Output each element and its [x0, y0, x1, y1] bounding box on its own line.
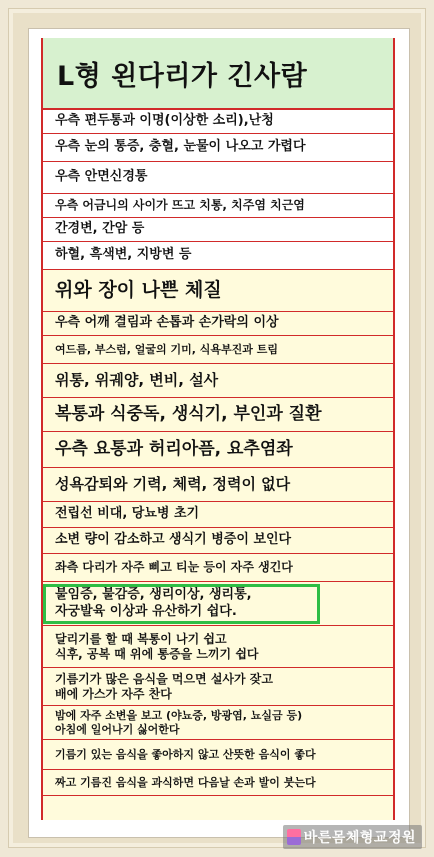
table-row	[43, 554, 393, 582]
row-text: 좌측 다리가 자주 삐고 티눈 등이 자주 생긴다	[55, 560, 293, 574]
row-text: 아침에 일어나기 싫어한다	[55, 722, 180, 736]
table-row	[43, 626, 393, 668]
table-row	[43, 668, 393, 706]
table-row	[43, 528, 393, 554]
watermark	[283, 825, 422, 849]
row-text: 하혈, 흑색변, 지방변 등	[55, 247, 192, 263]
table-row	[43, 364, 393, 398]
table-row	[43, 134, 393, 162]
table-row	[43, 740, 393, 770]
row-text: 우측 어금니의 사이가 뜨고 치통, 치주염 치근염	[55, 198, 305, 212]
row-text: 자궁발육 이상과 유산하기 쉽다.	[55, 603, 237, 619]
row-text: 불임증, 불감증, 생리이상, 생리통,	[55, 587, 252, 603]
row-text: 복통과 식중독, 생식기, 부인과 질환	[55, 403, 322, 424]
table-row	[43, 110, 393, 134]
row-text: 우측 요통과 허리아픔, 요추염좌	[55, 438, 293, 459]
row-text: 소변 량이 감소하고 생식기 병증이 보인다	[55, 532, 292, 548]
table-row	[43, 218, 393, 242]
row-text: 달리기를 할 때 복통이 나기 쉽고	[55, 631, 227, 646]
row-text: 우측 안면신경통	[55, 169, 148, 185]
row-text: 여드름, 부스럼, 얼굴의 기미, 식욕부진과 트림	[55, 342, 278, 356]
table-row-empty	[43, 796, 393, 820]
table-row	[43, 336, 393, 364]
table-title: L형 왼다리가 긴사람	[57, 60, 308, 92]
symptom-table	[41, 38, 395, 820]
row-text: 성욕감퇴와 기력, 체력, 정력이 없다	[55, 475, 291, 494]
row-text: 배에 가스가 자주 찬다	[55, 686, 172, 701]
row-text: 기름기가 많은 음식을 먹으면 설사가 잦고	[55, 671, 273, 686]
row-text: 위와 장이 나쁜 체질	[55, 278, 222, 301]
watermark-text: 바른몸체형교정원	[303, 830, 416, 846]
row-text: 우측 편두통과 이명(이상한 소리),난청	[55, 113, 274, 129]
row-text: 기름기 있는 음식을 좋아하지 않고 산뜻한 음식이 좋다	[55, 747, 316, 761]
row-text: 우측 어깨 결림과 손톱과 손가락의 이상	[55, 315, 279, 331]
table-title-cell	[43, 38, 393, 110]
table-row	[43, 468, 393, 502]
table-row	[43, 582, 393, 626]
table-row	[43, 194, 393, 218]
row-text: 우측 눈의 통증, 충혈, 눈물이 나오고 가렵다	[55, 139, 306, 155]
row-text: 밤에 자주 소변을 보고 (야뇨증, 방광염, 뇨실금 등)	[55, 708, 303, 722]
table-row	[43, 502, 393, 528]
table-row	[43, 242, 393, 270]
table-row	[43, 432, 393, 468]
logo-icon	[287, 829, 301, 845]
row-text: 위통, 위궤양, 변비, 설사	[55, 371, 219, 390]
table-row	[43, 398, 393, 432]
row-text: 전립선 비대, 당뇨병 초기	[55, 506, 200, 522]
table-row	[43, 770, 393, 796]
table-row	[43, 312, 393, 336]
row-text: 간경변, 간암 등	[55, 221, 145, 237]
table-row	[43, 270, 393, 312]
table-row	[43, 706, 393, 740]
row-text: 짜고 기름진 음식을 과식하면 다음날 손과 발이 붓는다	[55, 775, 316, 789]
row-text: 식후, 공복 때 위에 통증을 느끼기 쉽다	[55, 646, 259, 661]
table-row	[43, 162, 393, 194]
